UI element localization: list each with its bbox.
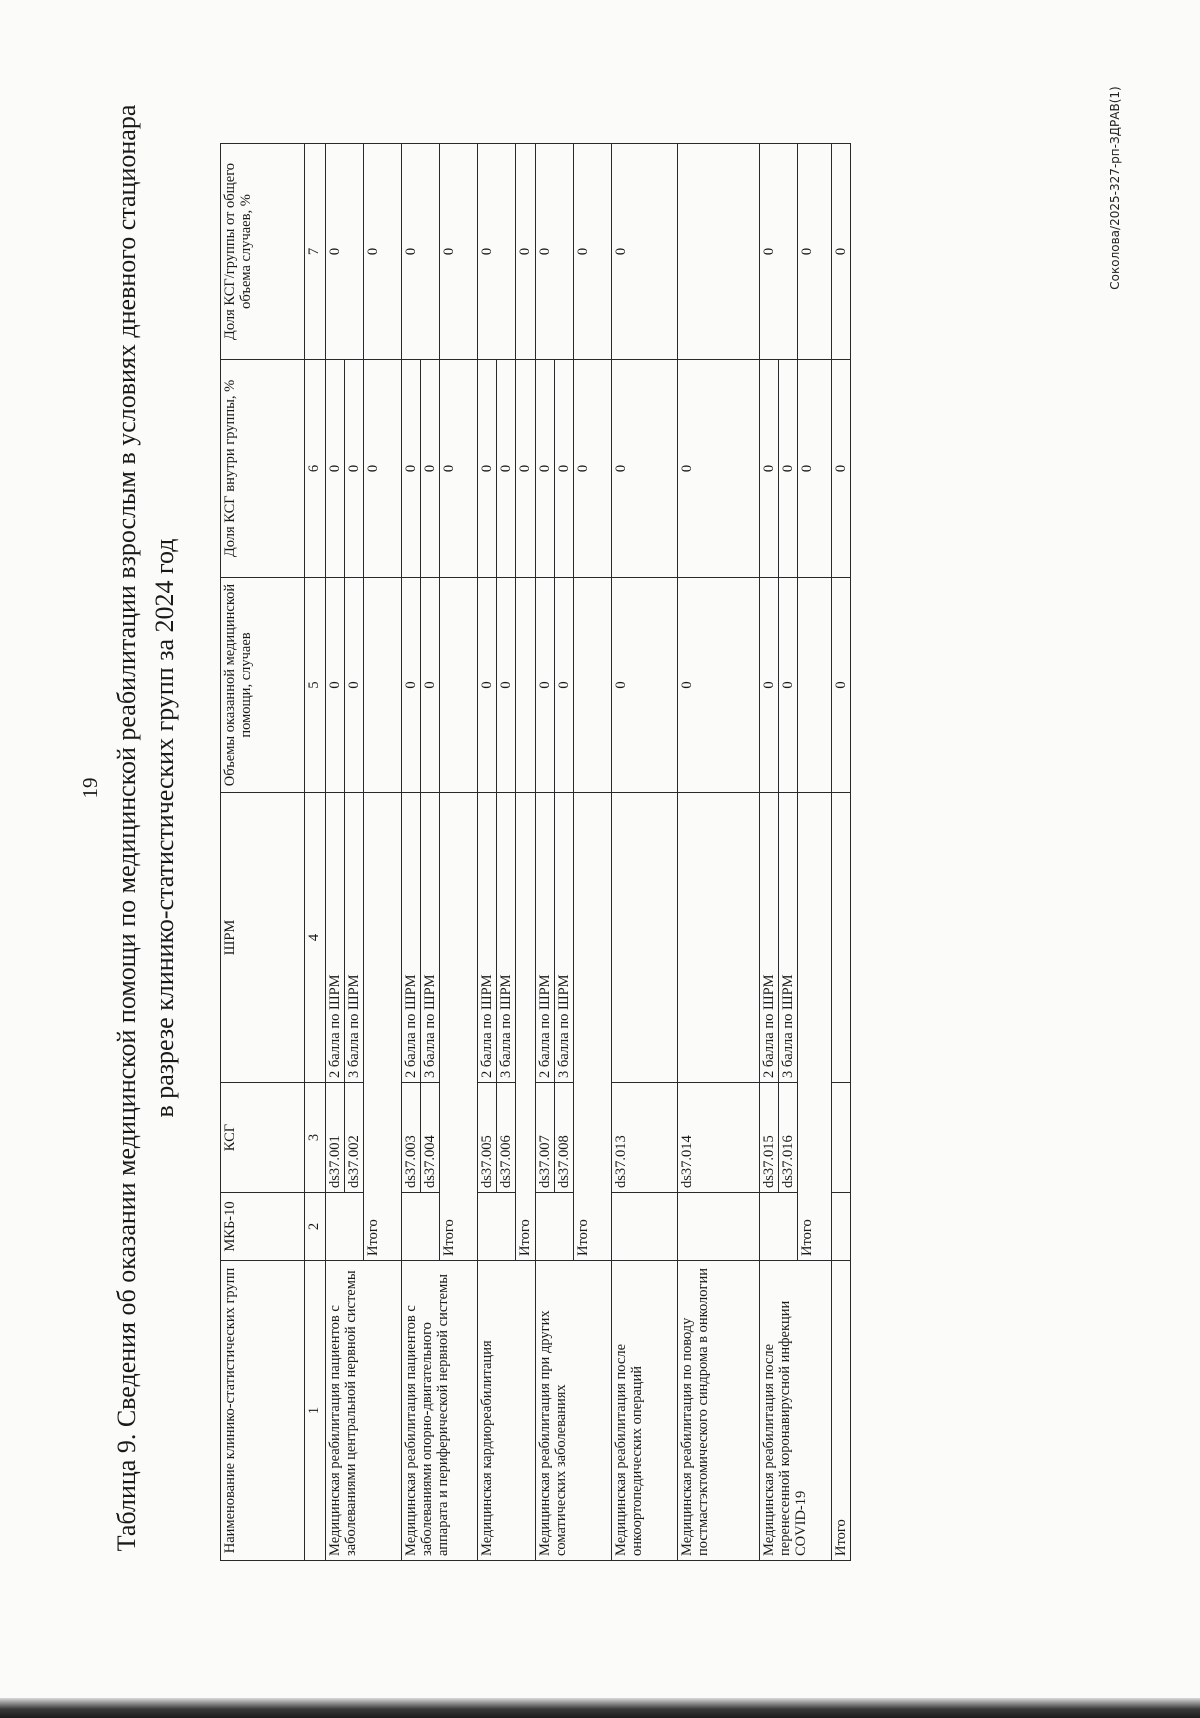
grand-total-share-total: 0 <box>832 144 851 360</box>
volume-cell: 0 <box>779 578 798 793</box>
volume-cell: 0 <box>497 578 516 793</box>
subtotal-volume <box>574 578 612 793</box>
column-number: 7 <box>305 144 326 360</box>
subtotal-volume <box>440 578 478 793</box>
mkb-cell <box>760 1193 798 1261</box>
table-row <box>612 144 678 1561</box>
subtotal-label: Итого <box>516 793 536 1261</box>
shrm-cell: 2 балла по ШРМ <box>760 793 779 1083</box>
grand-total-ksg <box>832 1083 851 1193</box>
ksg-code: ds37.002 <box>345 1083 364 1193</box>
group-name: Медицинская реабилитация пациентов с заболеваниями опорно-двигательного аппарата и периферической нервной системы <box>402 1261 478 1561</box>
ksg-code: ds37.015 <box>760 1083 779 1193</box>
share-in-group-cell: 0 <box>779 360 798 578</box>
volume-cell: 0 <box>478 578 497 793</box>
header-cell: Доля КСГ внутри группы, % <box>221 360 305 578</box>
grand-total-label: Итого <box>832 1261 851 1561</box>
page-number: 19 <box>78 777 102 799</box>
table-row <box>478 144 497 1561</box>
share-in-group-cell: 0 <box>421 360 440 578</box>
header-cell: ШРМ <box>221 793 305 1083</box>
table-row <box>326 144 345 1561</box>
share-total-cell: 0 <box>402 144 440 360</box>
header-cell: МКБ-10 <box>221 1193 305 1261</box>
header-row <box>221 144 305 1561</box>
subtotal-label: Итого <box>574 793 612 1261</box>
ksg-code: ds37.003 <box>402 1083 421 1193</box>
shrm-cell: 2 балла по ШРМ <box>478 793 497 1083</box>
mkb-cell <box>678 1193 760 1261</box>
table-row <box>678 144 760 1561</box>
column-number-row <box>305 144 326 1561</box>
share-total-cell: 0 <box>326 144 364 360</box>
volume-cell: 0 <box>421 578 440 793</box>
ksg-code: ds37.013 <box>612 1083 678 1193</box>
subtotal-share-total: 0 <box>364 144 402 360</box>
grand-total-share-in-group: 0 <box>832 360 851 578</box>
column-number: 2 <box>305 1193 326 1261</box>
rehabilitation-table <box>220 143 851 1561</box>
share-in-group-cell: 0 <box>497 360 516 578</box>
share-in-group-cell: 0 <box>555 360 574 578</box>
table-row <box>760 144 779 1561</box>
ksg-code: ds37.006 <box>497 1083 516 1193</box>
ksg-code: ds37.004 <box>421 1083 440 1193</box>
shrm-cell: 2 балла по ШРМ <box>326 793 345 1083</box>
shrm-cell: 3 балла по ШРМ <box>779 793 798 1083</box>
group-name: Медицинская реабилитация пациентов с заболеваниями центральной нервной системы <box>326 1261 402 1561</box>
shrm-cell: 2 балла по ШРМ <box>536 793 555 1083</box>
volume-cell: 0 <box>760 578 779 793</box>
table-row <box>402 144 421 1561</box>
group-name: Медицинская реабилитация после онкоортопедических операций <box>612 1261 678 1561</box>
share-total-cell: 0 <box>612 144 678 360</box>
volume-cell: 0 <box>678 578 760 793</box>
subtotal-label: Итого <box>440 793 478 1261</box>
grand-total-volume: 0 <box>832 578 851 793</box>
volume-cell: 0 <box>326 578 345 793</box>
header-cell: КСГ <box>221 1083 305 1193</box>
subtotal-share-total: 0 <box>516 144 536 360</box>
volume-cell: 0 <box>612 578 678 793</box>
subtotal-share-in-group: 0 <box>798 360 832 578</box>
column-number: 6 <box>305 360 326 578</box>
shrm-cell: 3 балла по ШРМ <box>345 793 364 1083</box>
share-in-group-cell: 0 <box>536 360 555 578</box>
mkb-cell <box>402 1193 440 1261</box>
group-name: Медицинская кардиореабилитация <box>478 1261 536 1561</box>
column-number: 3 <box>305 1083 326 1193</box>
header-cell: Доля КСГ/группы от общего объема случаев, % <box>221 144 305 360</box>
document-code: Соколова/2025-327-рп-ЗДРАВ(1) <box>1108 86 1122 290</box>
ksg-code: ds37.008 <box>555 1083 574 1193</box>
mkb-cell <box>478 1193 516 1261</box>
grand-total-row <box>832 144 851 1561</box>
share-total-cell: 0 <box>536 144 574 360</box>
volume-cell: 0 <box>555 578 574 793</box>
subtotal-volume <box>364 578 402 793</box>
volume-cell: 0 <box>345 578 364 793</box>
subtotal-label: Итого <box>364 793 402 1261</box>
mkb-cell <box>612 1193 678 1261</box>
shrm-cell: 3 балла по ШРМ <box>497 793 516 1083</box>
header-cell: Наименование клинико-статистических групп <box>221 1261 305 1561</box>
grand-total-shrm <box>832 793 851 1083</box>
grand-total-mkb <box>832 1193 851 1261</box>
volume-cell: 0 <box>402 578 421 793</box>
volume-cell: 0 <box>536 578 555 793</box>
mkb-cell <box>326 1193 364 1261</box>
mkb-cell <box>536 1193 574 1261</box>
ksg-code: ds37.005 <box>478 1083 497 1193</box>
subtotal-volume <box>516 578 536 793</box>
share-in-group-cell: 0 <box>760 360 779 578</box>
ksg-code: ds37.007 <box>536 1083 555 1193</box>
subtotal-share-in-group: 0 <box>364 360 402 578</box>
group-name: Медицинская реабилитация после перенесенной коронавирусной инфекции COVID-19 <box>760 1261 832 1561</box>
subtotal-label: Итого <box>798 793 832 1261</box>
table-title: Таблица 9. Сведения об оказании медицинской помощи по медицинской реабилитации взрослым в условиях дневного стационара в разрезе клинико-статистических групп за 2024 год <box>112 104 179 1552</box>
shrm-cell <box>612 793 678 1083</box>
share-in-group-cell: 0 <box>678 360 760 578</box>
ksg-code: ds37.001 <box>326 1083 345 1193</box>
group-name: Медицинская реабилитация при других соматических заболеваниях <box>536 1261 612 1561</box>
subtotal-share-in-group: 0 <box>516 360 536 578</box>
share-total-cell: 0 <box>760 144 798 360</box>
share-total-cell: 0 <box>478 144 516 360</box>
share-in-group-cell: 0 <box>345 360 364 578</box>
subtotal-share-in-group: 0 <box>440 360 478 578</box>
subtotal-volume <box>798 578 832 793</box>
column-number: 4 <box>305 793 326 1083</box>
column-number: 5 <box>305 578 326 793</box>
shrm-cell <box>678 793 760 1083</box>
shrm-cell: 2 балла по ШРМ <box>402 793 421 1083</box>
share-in-group-cell: 0 <box>612 360 678 578</box>
group-name: Медицинская реабилитация по поводу постмастэктомического синдрома в онкологии <box>678 1261 760 1561</box>
share-in-group-cell: 0 <box>478 360 497 578</box>
ksg-code: ds37.014 <box>678 1083 760 1193</box>
subtotal-share-total: 0 <box>440 144 478 360</box>
share-in-group-cell: 0 <box>326 360 345 578</box>
share-total-cell <box>678 144 760 360</box>
shrm-cell: 3 балла по ШРМ <box>421 793 440 1083</box>
subtotal-share-in-group: 0 <box>574 360 612 578</box>
share-in-group-cell: 0 <box>402 360 421 578</box>
shrm-cell: 3 балла по ШРМ <box>555 793 574 1083</box>
subtotal-share-total: 0 <box>574 144 612 360</box>
header-cell: Объемы оказанной медицинской помощи, случаев <box>221 578 305 793</box>
column-number: 1 <box>305 1261 326 1561</box>
subtotal-share-total: 0 <box>798 144 832 360</box>
ksg-code: ds37.016 <box>779 1083 798 1193</box>
table-row <box>536 144 555 1561</box>
